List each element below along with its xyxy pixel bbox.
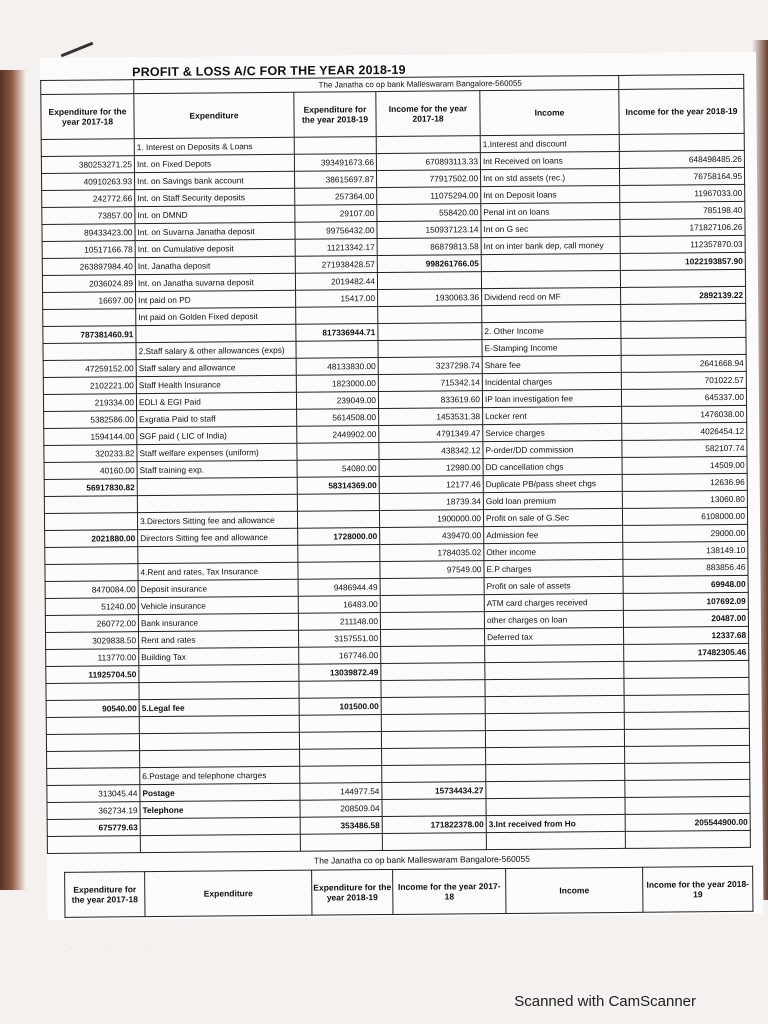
expenditure-cell	[140, 834, 300, 852]
expenditure-cell	[140, 817, 300, 835]
expenditure-cell: Staff salary and allowance	[136, 358, 296, 376]
inc-prev-cell: 558420.00	[377, 204, 481, 222]
inc-prev-cell: 15734434.27	[382, 782, 486, 800]
exp-prev-cell: 51240.00	[45, 598, 138, 616]
exp-curr-cell: 16483.00	[298, 596, 380, 614]
footer-header-block	[64, 852, 752, 918]
exp-curr-cell: 29107.00	[295, 205, 377, 223]
exp-prev-cell: 90540.00	[46, 700, 139, 718]
scan-dust: . . .	[70, 944, 169, 950]
inc-curr-cell: 1022193857.90	[620, 252, 745, 270]
exp-curr-cell: 5614508.00	[297, 409, 379, 427]
exp-curr-cell: 3157551.00	[299, 630, 381, 648]
expenditure-cell: Int paid on Golden Fixed deposit	[136, 307, 296, 325]
exp-curr-cell: 1728000.00	[298, 528, 380, 546]
inc-prev-cell: 998261766.05	[377, 255, 481, 273]
income-cell: IP loan investigation fee	[482, 389, 621, 407]
income-cell	[481, 253, 620, 271]
exp-prev-cell: 10517166.78	[42, 241, 135, 259]
inc-curr-cell: 1476038.00	[622, 405, 747, 423]
inc-prev-cell	[381, 646, 485, 664]
exp-curr-cell: 9486944.49	[298, 579, 380, 597]
inc-prev-cell	[380, 578, 484, 596]
exp-prev-cell: 89433423.00	[42, 224, 135, 242]
exp-curr-cell	[299, 732, 381, 750]
exp-curr-cell	[298, 545, 380, 563]
income-cell: Incidental charges	[482, 372, 621, 390]
income-cell	[485, 678, 624, 696]
inc-curr-cell: 76758164.95	[619, 167, 744, 185]
income-cell: DD cancellation chgs	[483, 457, 622, 475]
col-header-income: Income	[480, 89, 619, 135]
inc-prev-cell: 1930063.36	[378, 289, 482, 307]
inc-prev-cell: 670893113.33	[376, 153, 480, 171]
expenditure-cell	[139, 715, 299, 733]
inc-prev-cell	[378, 323, 482, 341]
inc-prev-cell: 439470.00	[380, 527, 484, 545]
inc-curr-cell: 6108000.00	[622, 507, 747, 525]
exp-prev-cell: 362734.19	[47, 802, 140, 820]
exp-curr-cell	[297, 494, 379, 512]
footer-exp-prev: Expenditure for the year 2017-18	[65, 872, 145, 918]
income-cell: P-order/DD commission	[483, 440, 622, 458]
inc-curr-cell: 2641668.94	[621, 354, 746, 372]
inc-prev-cell	[378, 340, 482, 358]
inc-curr-cell	[624, 677, 749, 695]
exp-curr-cell: 38615697.87	[294, 171, 376, 189]
exp-prev-cell: 40160.00	[44, 462, 137, 480]
inc-prev-cell	[376, 136, 480, 154]
camscanner-watermark: Scanned with CamScanner	[514, 993, 696, 1010]
income-cell: Int on inter bank dep, call money	[481, 236, 620, 254]
expenditure-cell	[136, 324, 296, 342]
exp-curr-cell	[299, 681, 381, 699]
exp-prev-cell	[41, 139, 134, 157]
inc-curr-cell	[624, 694, 749, 712]
inc-curr-cell: 138149.10	[623, 541, 748, 559]
inc-curr-cell: 785198.40	[620, 201, 745, 219]
exp-prev-cell: 8470084.00	[45, 581, 138, 599]
income-cell: Share fee	[482, 355, 621, 373]
exp-prev-cell: 2102221.00	[43, 377, 136, 395]
expenditure-cell: Int paid on PD	[136, 290, 296, 308]
exp-curr-cell: 271938428.57	[295, 256, 377, 274]
income-cell: ATM card charges received	[484, 593, 623, 611]
income-cell: Service charges	[483, 423, 622, 441]
expenditure-cell: Rent and rates	[139, 630, 299, 648]
inc-curr-cell: 107692.09	[623, 592, 748, 610]
income-cell	[486, 831, 625, 849]
inc-curr-cell	[621, 303, 746, 321]
inc-prev-cell: 171822378.00	[382, 816, 486, 834]
exp-curr-cell: 1823000.00	[296, 375, 378, 393]
expenditure-cell	[139, 664, 299, 682]
exp-prev-cell	[46, 717, 139, 735]
exp-prev-cell	[43, 343, 136, 361]
expenditure-cell: Bank insurance	[138, 613, 298, 631]
exp-prev-cell: 11925704.50	[46, 666, 139, 684]
footer-income: Income	[506, 867, 643, 913]
exp-curr-cell	[296, 307, 378, 325]
exp-curr-cell: 144977.54	[300, 783, 382, 801]
exp-curr-cell: 48133830.00	[296, 358, 378, 376]
expenditure-cell	[140, 749, 300, 767]
inc-prev-cell	[382, 833, 486, 851]
exp-curr-cell: 817336944.71	[296, 324, 378, 342]
income-cell: Dividend recd on MF	[482, 287, 621, 305]
inc-curr-cell	[625, 830, 750, 848]
exp-curr-cell	[297, 443, 379, 461]
col-header-exp-curr: Expenditure for the year 2018-19	[294, 92, 376, 138]
expenditure-cell: EDLI & EGI Paid	[136, 392, 296, 410]
expenditure-cell: Postage	[140, 783, 300, 801]
inc-prev-cell: 1784035.02	[380, 544, 484, 562]
exp-curr-cell	[296, 341, 378, 359]
inc-prev-cell: 4791349.47	[379, 425, 483, 443]
exp-prev-cell: 16697.00	[43, 292, 136, 310]
exp-curr-cell	[299, 715, 381, 733]
exp-prev-cell	[47, 768, 140, 786]
income-cell: Profit on sale of assets	[484, 576, 623, 594]
income-cell: Int on G sec	[481, 219, 620, 237]
income-cell: other charges on loan	[484, 610, 623, 628]
exp-prev-cell: 675779.63	[47, 819, 140, 837]
income-cell: Locker rent	[483, 406, 622, 424]
exp-prev-cell	[44, 496, 137, 514]
inc-prev-cell: 12980.00	[379, 459, 483, 477]
expenditure-cell	[137, 477, 297, 495]
exp-prev-cell: 320233.82	[44, 445, 137, 463]
inc-prev-cell	[382, 799, 486, 817]
column-header-row	[41, 88, 744, 139]
exp-prev-cell: 113770.00	[46, 649, 139, 667]
inc-curr-cell: 17482305.46	[624, 643, 749, 661]
exp-curr-cell: 2019482.44	[295, 273, 377, 291]
expenditure-cell: Int. on Janatha suvarna deposit	[135, 273, 295, 291]
expenditure-cell: 2.Staff salary & other allowances (exps)	[136, 341, 296, 359]
exp-curr-cell	[300, 749, 382, 767]
expenditure-cell: Int. on Cumulative deposit	[135, 239, 295, 257]
expenditure-cell	[139, 732, 299, 750]
inc-prev-cell: 18739.34	[379, 493, 483, 511]
inc-prev-cell	[381, 731, 485, 749]
income-cell	[486, 780, 625, 798]
exp-prev-cell	[45, 564, 138, 582]
expenditure-cell: Exgratia Paid to staff	[137, 409, 297, 427]
inc-curr-cell: 69948.00	[623, 575, 748, 593]
exp-prev-cell: 242772.66	[42, 190, 135, 208]
footer-inc-prev: Income for the year 2017-18	[393, 868, 506, 914]
inc-curr-cell	[625, 779, 750, 797]
footer-exp-curr: Expenditure for the year 2018-19	[312, 869, 393, 915]
inc-curr-cell	[621, 320, 746, 338]
expenditure-cell	[139, 681, 299, 699]
inc-curr-cell: 20487.00	[623, 609, 748, 627]
inc-prev-cell: 150937123.14	[377, 221, 481, 239]
footer-header-table	[64, 866, 753, 918]
inc-curr-cell	[624, 711, 749, 729]
exp-prev-cell	[47, 836, 140, 854]
exp-curr-cell: 101500.00	[299, 698, 381, 716]
inc-prev-cell	[380, 612, 484, 630]
expenditure-cell: Int. on Fixed Depots	[134, 154, 294, 172]
expenditure-cell: Telephone	[140, 800, 300, 818]
inc-curr-cell: 701022.57	[621, 371, 746, 389]
inc-prev-cell	[382, 765, 486, 783]
income-cell: E-Stamping Income	[482, 338, 621, 356]
exp-curr-cell: 353486.58	[300, 817, 382, 835]
inc-prev-cell: 1900000.00	[379, 510, 483, 528]
income-cell	[485, 661, 624, 679]
income-cell: Admission fee	[484, 525, 623, 543]
col-header-inc-prev: Income for the year 2017-18	[376, 91, 480, 137]
expenditure-cell: Int. Janatha deposit	[135, 256, 295, 274]
expenditure-cell: Directors Sitting fee and allowance	[138, 528, 298, 546]
exp-curr-cell: 2449902.00	[297, 426, 379, 444]
col-header-expenditure: Expenditure	[134, 92, 294, 138]
footer-inc-curr: Income for the year 2018-19	[643, 866, 753, 912]
exp-curr-cell	[298, 562, 380, 580]
exp-prev-cell	[45, 547, 138, 565]
income-cell: Penal int on loans	[481, 202, 620, 220]
expenditure-cell: 1. Interest on Deposits & Loans	[134, 137, 294, 155]
expenditure-cell: Int. on DMND	[135, 205, 295, 223]
inc-curr-cell: 2892139.22	[621, 286, 746, 304]
inc-prev-cell: 3237298.74	[378, 357, 482, 375]
inc-prev-cell	[382, 748, 486, 766]
exp-curr-cell	[300, 766, 382, 784]
exp-prev-cell: 47259152.00	[43, 360, 136, 378]
income-cell	[485, 712, 624, 730]
exp-curr-cell: 54080.00	[297, 460, 379, 478]
exp-prev-cell: 787381460.91	[43, 326, 136, 344]
income-cell: Duplicate PB/pass sheet chgs	[483, 474, 622, 492]
col-header-inc-curr: Income for the year 2018-19	[619, 88, 744, 134]
inc-curr-cell	[625, 762, 750, 780]
exp-curr-cell: 257364.00	[295, 188, 377, 206]
exp-prev-cell	[47, 751, 140, 769]
inc-curr-cell	[624, 728, 749, 746]
exp-prev-cell: 73857.00	[42, 207, 135, 225]
inc-curr-cell	[620, 269, 745, 287]
ledger-body	[41, 74, 751, 853]
col-header-exp-prev: Expenditure for the year 2017-18	[41, 94, 134, 140]
footer-header-row	[65, 866, 753, 917]
expenditure-cell: Vehicle insurance	[138, 596, 298, 614]
inc-curr-cell: 205544900.00	[625, 813, 750, 831]
income-cell: Deferred tax	[484, 627, 623, 645]
expenditure-cell: Int. on Staff Security deposits	[135, 188, 295, 206]
income-cell: E.P charges	[484, 559, 623, 577]
inc-prev-cell: 97549.00	[380, 561, 484, 579]
income-cell	[486, 797, 625, 815]
exp-prev-cell	[46, 683, 139, 701]
inc-prev-cell	[377, 272, 481, 290]
exp-curr-cell: 15417.00	[296, 290, 378, 308]
pen-mark	[61, 42, 94, 58]
footer-expenditure: Expenditure	[145, 870, 312, 916]
inc-curr-cell: 648498485.26	[619, 150, 744, 168]
inc-prev-cell: 86879813.58	[377, 238, 481, 256]
ledger-table	[40, 74, 751, 854]
inc-prev-cell: 11075294.00	[377, 187, 481, 205]
inc-prev-cell: 12177.46	[379, 476, 483, 494]
exp-curr-cell	[297, 511, 379, 529]
income-cell	[485, 729, 624, 747]
scan-edge-shadow-left	[0, 70, 26, 890]
income-cell: Int on Deposit loans	[481, 185, 620, 203]
bank-name: The Janatha co op bank Malleswaram Bangalore-560055	[134, 75, 619, 93]
inc-curr-cell: 11967033.00	[620, 184, 745, 202]
exp-prev-cell: 260772.00	[45, 615, 138, 633]
inc-curr-cell: 582107.74	[622, 439, 747, 457]
income-cell	[486, 746, 625, 764]
income-cell: 2. Other Income	[482, 321, 621, 339]
inc-prev-cell: 77917502.00	[376, 170, 480, 188]
inc-curr-cell: 13060.80	[622, 490, 747, 508]
inc-prev-cell	[381, 680, 485, 698]
expenditure-cell: 6.Postage and telephone charges	[140, 766, 300, 784]
inc-curr-cell: 12337.68	[623, 626, 748, 644]
exp-prev-cell: 56917830.82	[44, 479, 137, 497]
expenditure-cell: Int. on Savings bank account	[135, 171, 295, 189]
income-cell: Profit on sale of G.Sec	[483, 508, 622, 526]
exp-prev-cell: 1594144.00	[44, 428, 137, 446]
income-cell: Other income	[484, 542, 623, 560]
inc-prev-cell	[381, 663, 485, 681]
footer-bank-name: The Janatha co op bank Malleswaram Bangalore-560055	[313, 853, 531, 866]
document-title: PROFIT & LOSS A/C FOR THE YEAR 2018-19	[132, 62, 406, 80]
inc-curr-cell	[621, 337, 746, 355]
exp-prev-cell: 3029838.50	[46, 632, 139, 650]
income-cell	[485, 644, 624, 662]
exp-prev-cell: 40910263.93	[42, 173, 135, 191]
exp-curr-cell: 239049.00	[296, 392, 378, 410]
exp-prev-cell	[46, 734, 139, 752]
inc-prev-cell	[380, 595, 484, 613]
inc-curr-cell: 14509.00	[622, 456, 747, 474]
inc-prev-cell	[381, 714, 485, 732]
exp-prev-cell	[43, 309, 136, 327]
inc-curr-cell: 883856.46	[623, 558, 748, 576]
inc-prev-cell	[378, 306, 482, 324]
exp-prev-cell	[44, 513, 137, 531]
income-cell	[485, 695, 624, 713]
expenditure-cell: 3.Directors Sitting fee and allowance	[137, 511, 297, 529]
expenditure-cell: Staff welfare expenses (uniform)	[137, 443, 297, 461]
expenditure-cell: Deposit insurance	[138, 579, 298, 597]
inc-prev-cell: 438342.12	[379, 442, 483, 460]
exp-curr-cell: 167746.00	[299, 647, 381, 665]
inc-prev-cell: 715342.14	[378, 374, 482, 392]
income-cell: Int on std assets (rec.)	[480, 168, 619, 186]
inc-curr-cell: 29000.00	[623, 524, 748, 542]
pl-account-sheet	[40, 52, 763, 920]
exp-curr-cell: 211148.00	[298, 613, 380, 631]
exp-prev-cell: 2021880.00	[45, 530, 138, 548]
inc-prev-cell	[381, 629, 485, 647]
inc-curr-cell	[624, 660, 749, 678]
expenditure-cell	[138, 545, 298, 563]
exp-curr-cell: 208509.04	[300, 800, 382, 818]
expenditure-cell	[137, 494, 297, 512]
exp-curr-cell: 58314369.00	[297, 477, 379, 495]
income-cell	[481, 270, 620, 288]
inc-curr-cell: 12636.96	[622, 473, 747, 491]
exp-prev-cell: 313045.44	[47, 785, 140, 803]
income-cell	[482, 304, 621, 322]
expenditure-cell: Staff training exp.	[137, 460, 297, 478]
inc-curr-cell: 645337.00	[621, 388, 746, 406]
exp-prev-cell: 2036024.89	[42, 275, 135, 293]
inc-curr-cell: 112357870.03	[620, 235, 745, 253]
exp-prev-cell: 5382586.00	[44, 411, 137, 429]
exp-curr-cell	[294, 137, 376, 155]
exp-curr-cell: 393491673.66	[294, 154, 376, 172]
inc-prev-cell: 1453531.38	[379, 408, 483, 426]
inc-prev-cell: 833619.60	[378, 391, 482, 409]
income-cell	[486, 763, 625, 781]
income-cell: Gold loan premium	[483, 491, 622, 509]
inc-curr-cell	[625, 745, 750, 763]
exp-curr-cell	[300, 834, 382, 852]
income-cell: 1.Interest and discount	[480, 134, 619, 152]
expenditure-cell: 5.Legal fee	[139, 698, 299, 716]
exp-prev-cell: 380253271.25	[41, 156, 134, 174]
expenditure-cell: 4.Rent and rates, Tax Insurance	[138, 562, 298, 580]
inc-curr-cell: 171827106.26	[620, 218, 745, 236]
inc-curr-cell: 4026454.12	[622, 422, 747, 440]
exp-prev-cell: 219334.00	[43, 394, 136, 412]
exp-curr-cell: 99756432.00	[295, 222, 377, 240]
expenditure-cell: Staff Health Insurance	[136, 375, 296, 393]
expenditure-cell: Building Tax	[139, 647, 299, 665]
inc-prev-cell	[381, 697, 485, 715]
inc-curr-cell	[625, 796, 750, 814]
expenditure-cell: Int. on Suvarna Janatha deposit	[135, 222, 295, 240]
expenditure-cell: SGF paid ( LIC of India)	[137, 426, 297, 444]
income-cell: 3.Int received from Ho	[486, 814, 625, 832]
inc-curr-cell	[619, 133, 744, 151]
exp-curr-cell: 11213342.17	[295, 239, 377, 257]
exp-prev-cell: 263897984.40	[42, 258, 135, 276]
income-cell: Int Received on loans	[480, 151, 619, 169]
exp-curr-cell: 13039872.49	[299, 664, 381, 682]
